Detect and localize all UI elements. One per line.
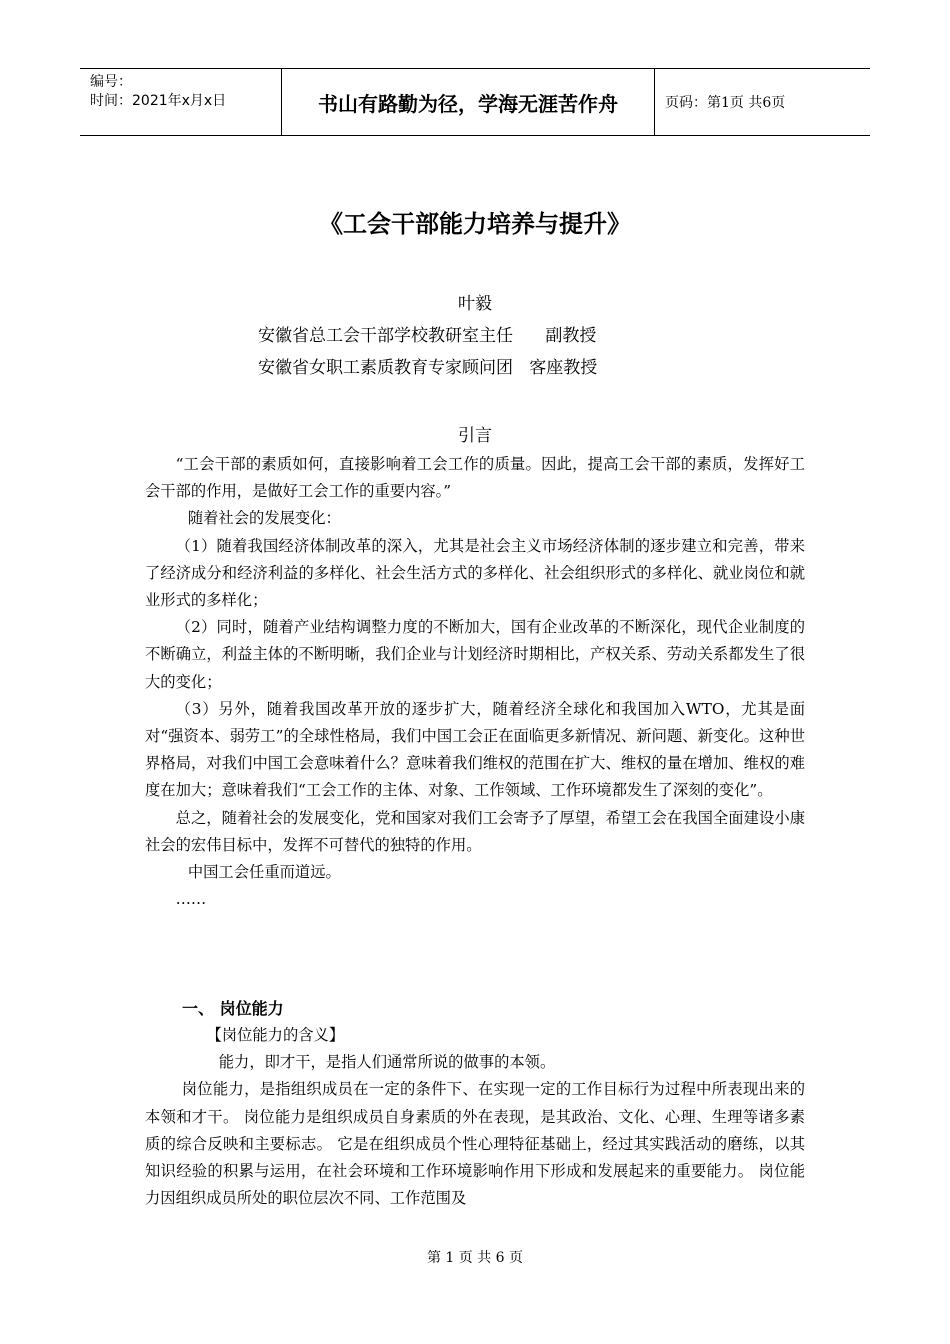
intro-paragraph: 中国工会任重而道远。 (187, 863, 341, 882)
header-page-info: 页码：第1页 共6页 (665, 95, 786, 111)
section-title: 一、 岗位能力 (182, 999, 284, 1018)
section-paragraph: 岗位能力，是指组织成员在一定的条件下、在实现一定的工作目标行为过程中所表现出来的本领和才干。 岗位能力是组织成员自身素质的外在表现，是其政治、文化、心理、生理等诸多素质的综合反映和主要标志。 它是在组织成员个性心理特征基础上，经过其实践活动的磨练，以其知识经验的积累与运用，在社会环境和工作环境影响作用下形成和发展起来的重要能力。 岗位能力因组织成员所处的职位层次不同、工作范围及 (145, 1080, 805, 1208)
document-number-label: 编号： (90, 74, 132, 90)
document-title: 《工会干部能力培养与提升》 (319, 210, 631, 238)
intro-heading: 引言 (458, 426, 492, 446)
section-paragraph: 能力，即才干，是指人们通常所说的做事的本领。 (218, 1053, 556, 1072)
intro-ellipsis: …… (175, 890, 207, 909)
page-footer: 第 1 页 共 6 页 (426, 1250, 524, 1266)
section-subtitle: 【岗位能力的含义】 (206, 1026, 345, 1044)
author-affiliation-1: 安徽省总工会干部学校教研室主任 副教授 (258, 326, 597, 346)
intro-paragraph: 总之，随着社会的发展变化，党和国家对我们工会寄予了厚望，希望工会在我国全面建设小康社会的宏伟目标中，发挥不可替代的独特的作用。 (145, 808, 805, 854)
header-meta-cell (80, 69, 282, 135)
intro-paragraph: （3）另外，随着我国改革开放的逐步扩大，随着经济全球化和我国加入WTO，尤其是面对“强资本、弱劳工”的全球性格局，我们中国工会正在面临更多新情况、新问题、新变化。这种世界格局，对我们中国工会意味着什么？意味着我们维权的范围在扩大、维权的量在增加、维权的难度在加大；意味着我们“工会工作的主体、对象、工作领域、工作环境都发生了深刻的变化”。 (145, 699, 805, 800)
document-time-label: 时间：2021年x月x日 (90, 93, 227, 109)
header-table (80, 68, 870, 136)
author-name: 叶毅 (458, 294, 492, 314)
header-motto: 书山有路勤为径，学海无涯苦作舟 (282, 69, 655, 135)
intro-paragraph: （2）同时，随着产业结构调整力度的不断加大，国有企业改革的不断深化，现代企业制度的不断确立，利益主体的不断明晰，我们企业与计划经济时期相比，产权关系、劳动关系都发生了很大的变化； (145, 618, 805, 691)
intro-paragraph: 随着社会的发展变化： (187, 509, 341, 528)
intro-body (145, 451, 805, 913)
intro-paragraph: （1）随着我国经济体制改革的深入，尤其是社会主义市场经济体制的逐步建立和完善，带来了经济成分和经济利益的多样化、社会生活方式的多样化、社会组织形式的多样化、就业岗位和就业形式的多样化； (145, 536, 805, 610)
author-affiliation-2: 安徽省女职工素质教育专家顾问团 客座教授 (258, 358, 598, 378)
intro-paragraph: “工会干部的素质如何，直接影响着工会工作的质量。因此，提高工会干部的素质，发挥好工会干部的作用，是做好工会工作的重要内容。” (145, 455, 805, 501)
section-body (145, 1022, 805, 1212)
